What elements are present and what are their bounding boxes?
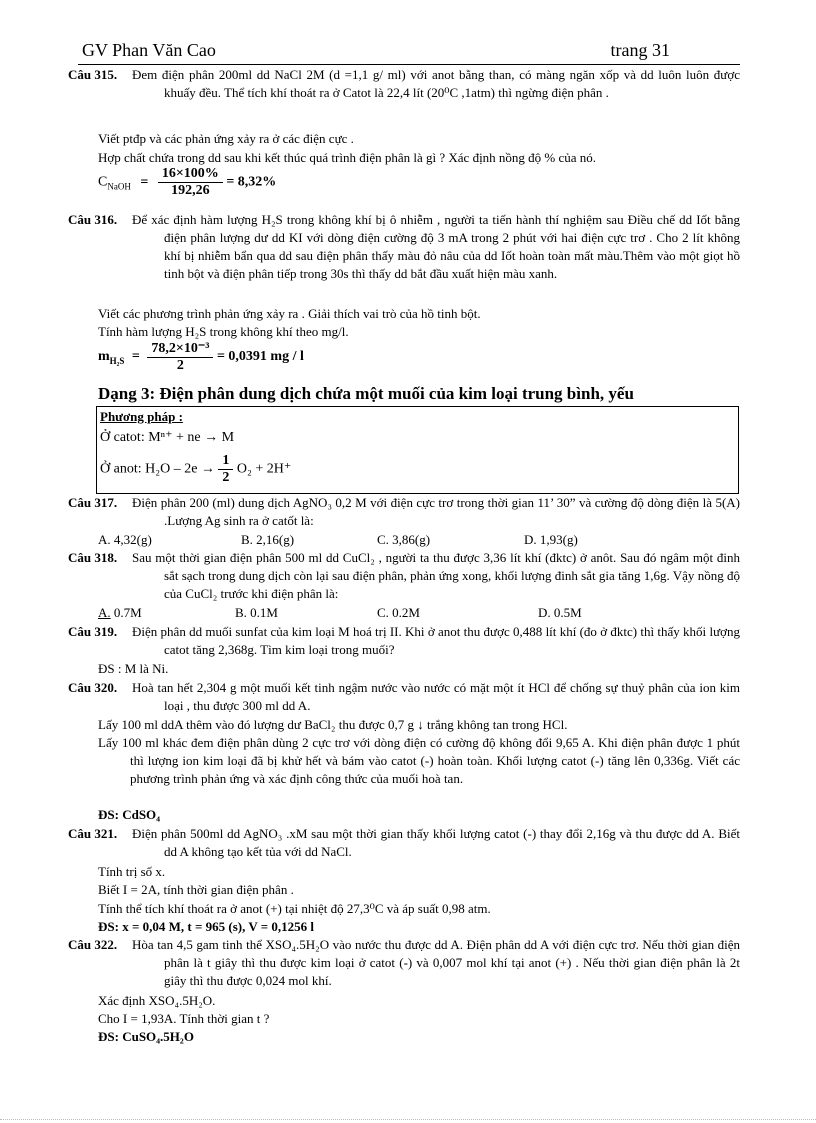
q315-line2: Hợp chất chứa trong dd sau khi kết thúc quá trình điện phân là gì ? Xác định nồng độ % của nó.: [98, 150, 597, 165]
option-d: D. 1,93(g): [524, 532, 578, 547]
method-box: [96, 406, 739, 494]
method-label: Phương pháp :: [100, 409, 183, 424]
question-text: Hòa tan 4,5 gam tinh thể XSO₄.5H₂O vào nước thu được dd A. Điện phân dd A với điện cực trơ. Nếu thời gian điện phân là t giây thì thu được kim loại ở catot (-) và 0,007 mol khí tại anot (+) . Nếu thời gian điện phân là 2t giây thì thu được 0,024 mol khí.: [132, 937, 740, 988]
q321-line2: Biết I = 2A, tính thời gian điện phân .: [98, 882, 294, 897]
option-b: B. 2,16(g): [241, 532, 295, 547]
q315-formula: $C_{NaOH}$ = $\frac{16\times 100\%}{192,26}$ = 8,32%: [98, 166, 277, 198]
question-number: Câu 317.: [68, 495, 118, 510]
q320-line1: Lấy 100 ml ddA thêm vào đó lượng dư BaCl₂ thu được 0,7 g ↓ trắng không tan trong HCl.: [98, 717, 568, 732]
q322-line2: Cho I = 1,93A. Tính thời gian t ?: [98, 1011, 270, 1026]
anode-reaction: Ở anot: H₂O – 2e → $\frac{1}{2}$ O₂ + 2H⁺: [100, 453, 292, 485]
question-number: Câu 316.: [68, 212, 118, 227]
question-number: Câu 319.: [68, 624, 118, 639]
question-number: Câu 320.: [68, 680, 118, 695]
option-a: A. 0.7M: [98, 605, 142, 620]
question-number: Câu 322.: [68, 937, 118, 952]
q316-line2: Tính hàm lượng H₂S trong không khí theo mg/l.: [98, 324, 349, 339]
option-c: C. 0.2M: [377, 605, 420, 620]
question-320: [68, 679, 740, 715]
q315-line1: Viết ptđp và các phản ứng xảy ra ở các điện cực .: [98, 131, 354, 146]
q320-line2: Lấy 100 ml khác đem điện phân dùng 2 cực trơ với dòng điện có cường độ không đổi 9,65 A. Khi điện phân được 1 phút thì lượng ion kim loại đã bị khử hết và bám vào catot (-) hoàn toàn. Khối lượng catot (-) tăng lên 0,336g. Viết các phương trình phản ứng và xác định công thức của muối hoà tan.: [98, 735, 740, 786]
q316-line1: Viết các phương trình phản ứng xảy ra . Giải thích vai trò của hồ tinh bột.: [98, 306, 481, 321]
option-c: C. 3,86(g): [377, 532, 431, 547]
q321-line3: Tính thể tích khí thoát ra ở anot (+) tại nhiệt độ 27,3⁰C và áp suất 0,98 atm.: [98, 901, 491, 916]
question-text: Điện phân dd muối sunfat của kim loại M hoá trị II. Khi ở anot thu được 0,488 lít khí (đo ở đktc) thì thấy khối lượng catot tăng 2,368g. Tìm kim loại trong muối?: [132, 624, 740, 657]
question-315: [68, 66, 740, 102]
q316-formula: $m_{H_2S}$ = $\frac{\text{78,2×10⁻³}}{2}$ = 0,0391 mg / l: [98, 341, 304, 373]
page-bottom-rule: [0, 1119, 816, 1120]
page-number: trang 31: [610, 40, 670, 60]
question-321: [68, 825, 740, 861]
option-a: A. 4,32(g): [98, 532, 152, 547]
question-text: Điện phân 500ml dd AgNO₃ .xM sau một thời gian thấy khối lượng catot (-) thay đổi 2,16g và thu được dd A. Biết dd A không tạo kết tủa với dd NaCl.: [132, 826, 740, 859]
question-text: Đem điện phân 200ml dd NaCl 2M (d =1,1 g/ ml) với anot bằng than, có màng ngăn xốp và dd luôn luôn được khuấy đều. Thể tích khí thoát ra ở Catot là 22,4 lít (20⁰C ,1atm) thì ngừng điện phân .: [132, 67, 740, 100]
question-316: [68, 211, 740, 283]
q322-line1: Xác định XSO₄.5H₂O.: [98, 993, 216, 1008]
cathode-reaction: Ở catot: Mⁿ⁺ + ne → M: [100, 430, 235, 445]
question-number: Câu 315.: [68, 67, 118, 82]
question-text: Điện phân 200 (ml) dung dịch AgNO₃ 0,2 M với điện cực trơ trong thời gian 11’ 30” và cường độ dòng điện là 5(A) .Lượng Ag sinh ra ở catốt là:: [132, 495, 740, 528]
question-319: [68, 623, 740, 659]
question-322: [68, 936, 740, 990]
q319-answer: ĐS : M là Ni.: [98, 661, 169, 676]
question-number: Câu 321.: [68, 826, 118, 841]
question-text: Sau một thời gian điện phân 500 ml dd CuCl₂ , người ta thu được 3,36 lít khí (đktc) ở anôt. Sau đó ngâm một đinh sắt sạch trong dung dịch còn lại sau điện phân, phản ứng xong, khối lượng đinh sắt gia tăng 1,6g. Vậy nồng độ của CuCl₂ trước khi điện phân là:: [132, 550, 740, 601]
question-318: [68, 549, 740, 603]
page-header: [78, 40, 740, 65]
option-b: B. 0.1M: [235, 605, 278, 620]
option-d: D. 0.5M: [538, 605, 582, 620]
q321-answer: ĐS: x = 0,04 M, t = 965 (s), V = 0,1256 l: [98, 919, 315, 934]
question-text: Để xác định hàm lượng H₂S trong không khí bị ô nhiễm , người ta tiến hành thí nghiệm sau Điều chế dd Iốt bằng điện phân lượng dư dd KI với dòng điện cường độ 3 mA trong 2 phút với hai điện cực trơ . Cho 2 lít không khí bị nhiễm bẩn qua dd sau điện phân thấy màu đỏ nâu của dd Iốt hoàn toàn mất màu.Thêm vào một giọt hồ tinh bột và điện phân tiếp trong 30s thì thấy dd bắt đầu xuất hiện màu xanh.: [132, 212, 740, 281]
question-number: Câu 318.: [68, 550, 118, 565]
q322-answer: ĐS: CuSO₄.5H₂O: [98, 1029, 194, 1044]
q320-answer: ĐS: CdSO₄: [98, 807, 161, 822]
question-text: Hoà tan hết 2,304 g một muối kết tinh ngậm nước vào nước có mặt một ít HCl để chống sự thuỷ phân của ion kim loại , thu được 300 ml dd A.: [132, 680, 740, 713]
q321-line1: Tính trị số x.: [98, 864, 166, 879]
question-317: [68, 494, 740, 530]
section-title: Dạng 3: Điện phân dung dịch chứa một muối của kim loại trung bình, yếu: [98, 384, 634, 403]
author: GV Phan Văn Cao: [82, 40, 216, 60]
